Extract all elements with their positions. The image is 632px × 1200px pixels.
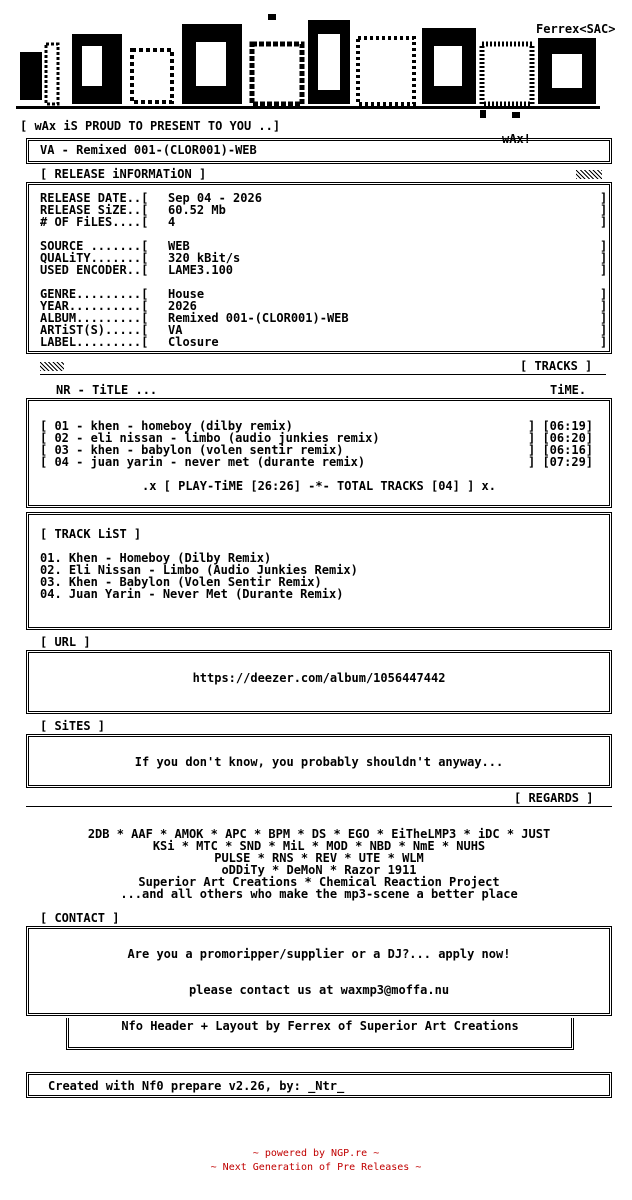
track-list-label: [ TRACK LiST ]: [40, 527, 142, 541]
release-info-value: 2026: [168, 299, 197, 313]
release-info-row: [40, 264, 606, 276]
contact-label: [ CONTACT ]: [40, 911, 120, 925]
bracket: ]: [600, 335, 608, 349]
release-info-key: RELEASE SiZE..[: [40, 203, 149, 217]
track-time: ] [06:20]: [528, 431, 594, 445]
layout-credit: Nfo Header + Layout by Ferrex of Superior Art Creations: [121, 1019, 519, 1033]
intro-text: [ wAx iS PROUD TO PRESENT TO YOU ..]: [20, 119, 281, 133]
release-info-list: [40, 192, 606, 348]
created-with: Created with Nf0 prepare v2.26, by: _Ntr_: [48, 1079, 345, 1093]
release-info-value: House: [168, 287, 205, 301]
regards-line: 2DB * AAF * AMOK * APC * BPM * DS * EGO * EiTheLMP3 * iDC * JUST: [87, 827, 551, 841]
bracket: ]: [600, 299, 608, 313]
regards-line: PULSE * RNS * REV * UTE * WLM: [214, 851, 424, 865]
bracket: ]: [600, 191, 608, 205]
release-info-key: ARTiST(S).....[: [40, 323, 149, 337]
header-credit: Ferrex<SAC>: [536, 22, 616, 36]
release-info-key: QUALiTY.......[: [40, 251, 149, 265]
release-info-value: Closure: [168, 335, 219, 349]
header-logo: [12, 14, 612, 118]
url-link[interactable]: https://deezer.com/album/1056447442: [192, 671, 446, 685]
track-title: [ 04 - juan yarin - never met (durante remix): [40, 455, 366, 469]
regards-line: ...and all others who make the mp3-scene a better place: [120, 887, 518, 901]
release-info-key: LABEL.........[: [40, 335, 149, 349]
bracket: ]: [600, 215, 608, 229]
bracket: ]: [600, 239, 608, 253]
track-time: ] [06:16]: [528, 443, 594, 457]
regards-list: [26, 828, 612, 900]
section-hatch: [576, 170, 602, 179]
tracks-summary: .x [ PLAY-TiME [26:26] -*- TOTAL TRACKS [04] ] x.: [141, 479, 496, 493]
release-info-value: 4: [168, 215, 176, 229]
sites-text: If you don't know, you probably shouldn't anyway...: [134, 755, 504, 769]
tracks-hatch: [40, 362, 64, 371]
regards-line: Superior Art Creations * Chemical Reaction Project: [138, 875, 500, 889]
release-info-value: Remixed 001-(CLOR001)-WEB: [168, 311, 349, 325]
release-info-key: YEAR..........[: [40, 299, 149, 313]
release-info-key: ALBUM.........[: [40, 311, 149, 325]
tracks-table: [40, 420, 606, 468]
bracket: ]: [600, 287, 608, 301]
track-title: [ 03 - khen - babylon (volen sentir remix): [40, 443, 344, 457]
release-info-value: 60.52 Mb: [168, 203, 226, 217]
regards-label: [ REGARDS ]: [514, 791, 594, 805]
release-title: VA - Remixed 001-(CLOR001)-WEB: [40, 143, 257, 157]
wax-logo-art: [12, 14, 612, 118]
release-info-key: RELEASE DATE..[: [40, 191, 149, 205]
track-title: [ 02 - eli nissan - limbo (audio junkies remix): [40, 431, 380, 445]
release-info-key: USED ENCODER..[: [40, 263, 149, 277]
release-info-value: WEB: [168, 239, 190, 253]
footer-tagline: ~ Next Generation of Pre Releases ~: [210, 1162, 422, 1173]
track-list-item: 03. Khen - Babylon (Volen Sentir Remix): [40, 575, 322, 589]
divider: [26, 806, 612, 807]
track-list-item: 01. Khen - Homeboy (Dilby Remix): [40, 551, 272, 565]
tracks-label: [ TRACKS ]: [520, 359, 593, 373]
track-list-item: 02. Eli Nissan - Limbo (Audio Junkies Remix): [40, 563, 358, 577]
sites-label: [ SiTES ]: [40, 719, 106, 733]
bracket: ]: [600, 311, 608, 325]
track-row: [40, 456, 606, 468]
track-time: ] [06:19]: [528, 419, 594, 433]
url-label: [ URL ]: [40, 635, 91, 649]
contact-line-2[interactable]: please contact us at waxmp3@moffa.nu: [188, 983, 450, 997]
release-info-row: [40, 216, 606, 228]
regards-line: KSi * MTC * SND * MiL * MOD * NBD * NmE * NUHS: [152, 839, 486, 853]
bracket: ]: [600, 263, 608, 277]
release-info-value: Sep 04 - 2026: [168, 191, 262, 205]
regards-line: oDDiTy * DeMoN * Razor 1911: [221, 863, 417, 877]
release-info-key: # OF FiLES....[: [40, 215, 149, 229]
tracks-col-title: NR - TiTLE ...: [56, 383, 158, 397]
bracket: ]: [600, 323, 608, 337]
release-info-value: LAME3.100: [168, 263, 234, 277]
bracket: ]: [600, 251, 608, 265]
divider: [40, 374, 606, 375]
footer-powered-by[interactable]: ~ powered by NGP.re ~: [252, 1148, 380, 1159]
contact-line-1: Are you a promoripper/supplier or a DJ?... apply now!: [127, 947, 511, 961]
release-info-key: GENRE.........[: [40, 287, 149, 301]
release-info-key: SOURCE .......[: [40, 239, 149, 253]
release-info-row: [40, 336, 606, 348]
logo-tagline: wAx!: [502, 132, 531, 146]
track-list: [40, 552, 358, 600]
tracks-col-time: TiME.: [550, 383, 587, 397]
track-time: ] [07:29]: [528, 455, 594, 469]
contact-box: [26, 926, 612, 1016]
release-info-value: 320 kBit/s: [168, 251, 241, 265]
track-title: [ 01 - khen - homeboy (dilby remix): [40, 419, 293, 433]
release-info-value: VA: [168, 323, 183, 337]
release-info-label: [ RELEASE iNFORMATiON ]: [40, 167, 207, 181]
bracket: ]: [600, 203, 608, 217]
track-list-item: 04. Juan Yarin - Never Met (Durante Remix): [40, 587, 344, 601]
